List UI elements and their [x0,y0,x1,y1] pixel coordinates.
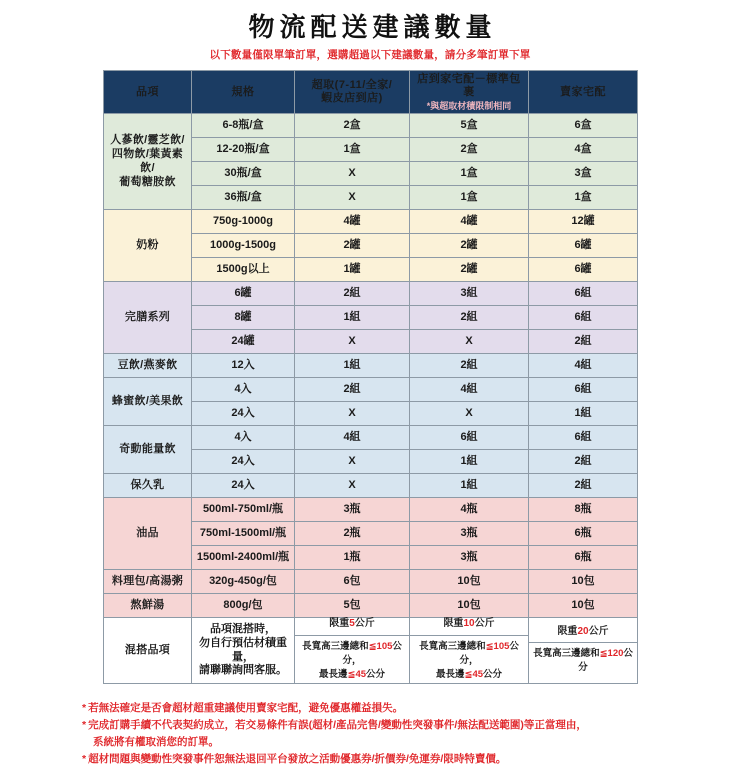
size-prefix: 最長邊 [318,669,348,681]
header-row [104,71,638,114]
weight-prefix: 限重 [329,618,350,630]
item-label-line: 四物飲/葉黃素飲/ [111,148,184,174]
home-delivery-cell: 1組 [410,474,529,498]
spec-cell: 6-8瓶/盒 [192,114,295,138]
seller-delivery-cell: 10包 [529,570,638,594]
size-prefix: 長寬高三邊總和 [533,648,600,660]
cvs-pickup-cell: 2組 [295,378,410,402]
table-row [104,570,638,594]
footer-notes [78,700,662,768]
item-category-cell [104,114,192,210]
home-delivery-cell: 4瓶 [410,498,529,522]
seller-delivery-cell: 6瓶 [529,546,638,570]
home-delivery-cell: 4組 [410,378,529,402]
footer-note-3 [82,751,662,768]
table-row [104,114,638,138]
mixed-seller-size-line1 [531,647,635,676]
seller-delivery-cell: 8瓶 [529,498,638,522]
col-header-cvs-pickup [295,71,410,114]
cvs-pickup-cell: X [295,474,410,498]
home-delivery-cell: 1盒 [410,162,529,186]
item-label-line: 熬鮮湯 [130,599,165,612]
seller-delivery-cell: 6組 [529,426,638,450]
cvs-pickup-cell: 3瓶 [295,498,410,522]
item-label-line: 蜂蜜飲/美果飲 [111,395,184,408]
cvs-pickup-cell: 1盒 [295,138,410,162]
col-header-home-label: 店到家宅配－標準包裹 [417,72,521,99]
item-category-cell [104,570,192,594]
spec-cell: 24入 [192,402,295,426]
spec-cell: 36瓶/盒 [192,186,295,210]
seller-delivery-cell: 4盒 [529,138,638,162]
table-row [104,594,638,618]
spec-cell: 800g/包 [192,594,295,618]
item-category-cell [104,354,192,378]
seller-delivery-cell: 6組 [529,306,638,330]
seller-delivery-cell: 6瓶 [529,522,638,546]
spec-cell: 750g-1000g [192,210,295,234]
seller-delivery-cell: 2組 [529,474,638,498]
spec-cell: 4入 [192,378,295,402]
size-value: 105 [376,640,393,652]
spec-cell: 4入 [192,426,295,450]
weight-value: 20 [577,625,589,637]
size-symbol: ≦ [368,640,377,652]
cvs-pickup-cell: X [295,450,410,474]
col-header-seller-delivery [529,71,638,114]
size-symbol: ≦ [599,648,608,660]
home-delivery-cell: 2組 [410,354,529,378]
size-suffix: 公分 [578,648,633,674]
mixed-item-label: 混搭品項 [104,618,192,683]
col-header-cvs-line1: 超取(7-11/全家/ [311,78,393,91]
seller-delivery-cell: 6罐 [529,258,638,282]
table-row [104,426,638,450]
mixed-spec-line: 品項混搭時， [210,623,276,636]
cvs-pickup-cell: 2罐 [295,234,410,258]
mixed-cvs-size-line1 [297,640,407,669]
home-delivery-cell: 1組 [410,450,529,474]
cvs-pickup-cell: 6包 [295,570,410,594]
note-text-2: 完成訂購手續不代表契約成立，若交易條件有誤(超材/產品完售/變動性突發事件/無法配送範圍)等正當理由， [88,718,587,731]
size-symbol: ≦ [347,669,356,681]
item-label-line: 奇動能量飲 [119,443,176,456]
home-delivery-cell: 6組 [410,426,529,450]
cvs-pickup-cell: 2組 [295,282,410,306]
item-category-cell [104,282,192,354]
table-row [104,378,638,402]
spec-cell: 1500ml-2400ml/瓶 [192,546,295,570]
item-label-line: 保久乳 [130,479,165,492]
seller-delivery-cell: 10包 [529,594,638,618]
cvs-pickup-cell: 5包 [295,594,410,618]
cvs-pickup-cell: 1瓶 [295,546,410,570]
table-header [104,71,638,114]
item-label-line: 人蔘飲/靈芝飲/ [110,134,185,147]
seller-delivery-cell: 2組 [529,330,638,354]
home-delivery-cell: 2組 [410,306,529,330]
mixed-spec-line: 請聯聯詢問客服。 [199,664,287,677]
home-delivery-cell: 2罐 [410,258,529,282]
item-category-cell [104,498,192,570]
home-delivery-cell: 2罐 [410,234,529,258]
footer-note-1 [82,700,662,717]
mixed-spec-cell [192,618,295,683]
item-category-cell [104,378,192,426]
weight-prefix: 限重 [443,618,464,630]
home-delivery-cell: 2盒 [410,138,529,162]
col-header-home-delivery [410,71,529,114]
spec-cell: 24入 [192,450,295,474]
home-delivery-cell: 4罐 [410,210,529,234]
cvs-pickup-cell: X [295,330,410,354]
item-category-cell [104,426,192,474]
spec-cell: 12入 [192,354,295,378]
mixed-spec-line: 勿自行預估材積重量， [199,636,287,663]
note-text-1: 若無法確定是否會超材超重建議使用賣家宅配，避免優惠權益損失。 [88,701,404,714]
mixed-seller-weight-limit [529,626,637,644]
note-star-1: * [82,701,87,714]
cvs-pickup-cell: 2盒 [295,114,410,138]
title-block [0,0,740,61]
size-symbol: ≦ [464,669,473,681]
note-star-2: * [82,718,87,731]
seller-delivery-cell: 1盒 [529,186,638,210]
home-delivery-cell: 10包 [410,570,529,594]
cvs-pickup-cell: 2瓶 [295,522,410,546]
size-prefix: 長寬高三邊總和 [302,640,369,652]
home-delivery-cell: X [410,330,529,354]
mixed-home-size-line2 [412,668,526,682]
table-row [104,354,638,378]
size-symbol: ≦ [485,640,494,652]
shipping-table-wrapper [103,70,637,683]
home-delivery-cell: X [410,402,529,426]
seller-delivery-cell: 3盒 [529,162,638,186]
seller-delivery-cell: 6罐 [529,234,638,258]
size-suffix: 公分 [366,669,386,681]
spec-cell: 24罐 [192,330,295,354]
item-label-line: 豆飲/燕麥飲 [117,359,178,372]
cvs-pickup-cell: X [295,186,410,210]
col-header-spec [192,71,295,114]
cvs-pickup-cell: 1組 [295,306,410,330]
size-prefix: 長寬高三邊總和 [419,640,486,652]
mixed-home-weight-limit [410,618,528,636]
home-delivery-cell: 5盒 [410,114,529,138]
item-category-cell [104,474,192,498]
weight-suffix: 公斤 [354,618,375,630]
home-delivery-cell: 10包 [410,594,529,618]
spec-cell: 320g-450g/包 [192,570,295,594]
weight-suffix: 公斤 [588,625,609,637]
size-value: 120 [607,648,624,660]
size-value: 105 [493,640,510,652]
weight-value: 10 [463,618,475,630]
spec-cell: 24入 [192,474,295,498]
page-title: 物流配送建議數量 [248,12,497,42]
spec-cell: 1500g以上 [192,258,295,282]
col-header-item [104,71,192,114]
cvs-pickup-cell: 4罐 [295,210,410,234]
mixed-home-size-line1 [412,640,526,669]
spec-cell: 500ml-750ml/瓶 [192,498,295,522]
item-label-line: 奶粉 [136,239,159,252]
seller-delivery-cell: 6組 [529,282,638,306]
cvs-pickup-cell: X [295,162,410,186]
shipping-quantity-table [103,70,638,683]
cvs-pickup-cell: 1組 [295,354,410,378]
seller-delivery-cell: 2組 [529,450,638,474]
spec-cell: 750ml-1500ml/瓶 [192,522,295,546]
home-delivery-cell: 3瓶 [410,546,529,570]
size-suffix: 公分 [483,669,503,681]
spec-cell: 12-20瓶/盒 [192,138,295,162]
weight-value: 5 [349,618,355,630]
table-body [104,114,638,683]
page-subtitle: 以下數量僅限單筆訂單，選購超過以下建議數量，請分多筆訂單下單 [209,48,531,61]
col-header-item-label: 品項 [136,85,159,98]
cvs-pickup-cell: 1罐 [295,258,410,282]
table-row [104,474,638,498]
item-category-cell [104,210,192,282]
item-label-line: 葡萄糖胺飲 [119,175,176,188]
item-label-line: 油品 [136,527,159,540]
col-header-home-note: *與超取材積限制相同 [426,101,512,112]
seller-delivery-cell: 6組 [529,378,638,402]
home-delivery-cell: 3瓶 [410,522,529,546]
col-header-spec-label: 規格 [231,85,255,98]
size-value: 45 [472,669,484,681]
table-row [104,210,638,234]
seller-delivery-cell: 6盒 [529,114,638,138]
item-category-cell [104,594,192,618]
mixed-cvs-weight-limit [295,618,409,636]
item-label-line: 完膳系列 [124,311,171,324]
item-label-line: 料理包/高湯粥 [111,575,184,588]
table-row [104,498,638,522]
size-suffix: 公分， [459,640,519,667]
mixed-items-row [104,618,638,683]
cvs-pickup-cell: 4組 [295,426,410,450]
cvs-pickup-cell: X [295,402,410,426]
seller-delivery-cell: 4組 [529,354,638,378]
col-header-seller-label: 賣家宅配 [560,85,606,98]
seller-delivery-cell: 1組 [529,402,638,426]
mixed-cvs-limit-cell [295,618,410,683]
table-row [104,282,638,306]
size-value: 45 [355,669,367,681]
size-prefix: 最長邊 [435,669,465,681]
size-suffix: 公分， [342,640,402,667]
spec-cell: 6罐 [192,282,295,306]
mixed-cvs-size-line2 [297,668,407,682]
note-text-3: 超材問題與變動性突發事件恕無法退回平台發放之活動優惠券/折價券/免運券/限時特賣價。 [88,752,507,765]
home-delivery-cell: 3組 [410,282,529,306]
footer-note-2 [82,717,662,751]
spec-cell: 30瓶/盒 [192,162,295,186]
col-header-cvs-line2: 蝦皮店到店) [321,92,383,105]
note-text-2-cont: 系統將有權取消您的訂單。 [93,735,219,748]
weight-suffix: 公斤 [474,618,495,630]
seller-delivery-cell: 12罐 [529,210,638,234]
spec-cell: 8罐 [192,306,295,330]
mixed-seller-limit-cell [529,618,638,683]
note-star-3: * [82,752,87,765]
home-delivery-cell: 1盒 [410,186,529,210]
weight-prefix: 限重 [557,625,578,637]
mixed-home-limit-cell [410,618,529,683]
spec-cell: 1000g-1500g [192,234,295,258]
